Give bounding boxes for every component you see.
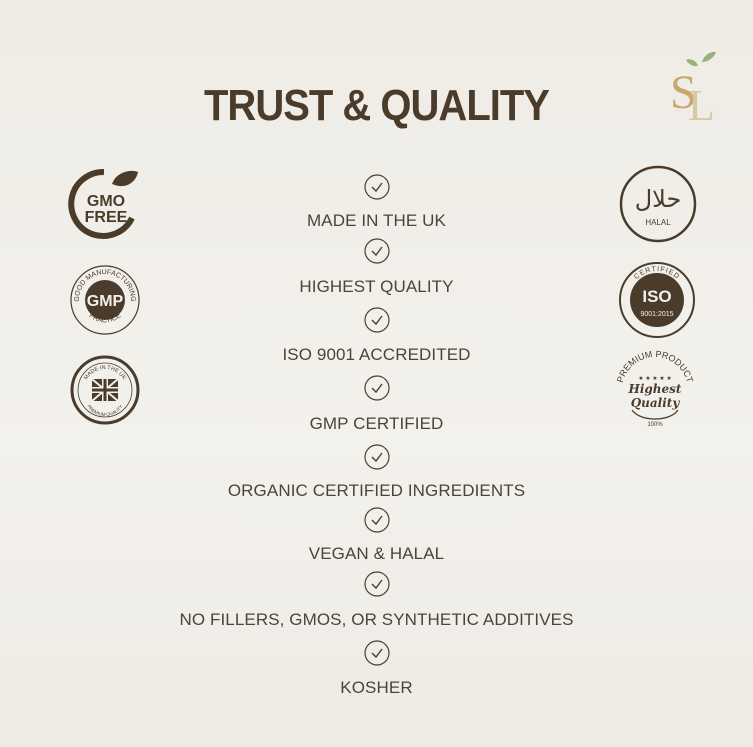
uk-bottom-text: PREMIUM QUALITY bbox=[86, 403, 124, 418]
check-icon bbox=[364, 307, 390, 333]
premium-quality-badge bbox=[614, 350, 696, 432]
check-icon bbox=[364, 444, 390, 470]
iso-top-text: CERTIFIED bbox=[633, 265, 681, 282]
uk-top-text: MADE IN THE UK bbox=[83, 364, 127, 382]
list-item: ORGANIC CERTIFIED INGREDIENTS bbox=[227, 481, 526, 500]
list-item: NO FILLERS, GMOS, OR SYNTHETIC ADDITIVES bbox=[179, 610, 574, 629]
list-item: VEGAN & HALAL bbox=[308, 544, 445, 563]
halal-latin-text: HALAL bbox=[645, 218, 671, 227]
halal-badge bbox=[619, 165, 697, 243]
gmp-bottom-text: PRACTICE bbox=[87, 312, 123, 325]
page-title: TRUST & QUALITY bbox=[204, 82, 549, 130]
premium-line1-text: Highest bbox=[628, 382, 682, 396]
iso-number-text: 9001:2015 bbox=[640, 311, 674, 318]
iso-center-text: ISO bbox=[642, 287, 672, 306]
iso-badge bbox=[618, 261, 696, 339]
list-item: KOSHER bbox=[340, 678, 413, 697]
list-item: MADE IN THE UK bbox=[307, 211, 446, 230]
gmp-top-text: GOOD MANUFACTURING bbox=[73, 268, 137, 302]
premium-top-text: PREMIUM PRODUCT bbox=[614, 350, 696, 384]
svg-text:PREMIUM QUALITY bbox=[86, 404, 123, 417]
list-item: HIGHEST QUALITY bbox=[299, 277, 454, 296]
laurel-icon bbox=[632, 410, 678, 419]
check-icon bbox=[364, 507, 390, 533]
check-icon bbox=[364, 238, 390, 264]
gmo-text: GMO bbox=[86, 193, 126, 210]
check-icon bbox=[364, 571, 390, 597]
logo-letter-l: L bbox=[688, 81, 715, 126]
check-icon bbox=[364, 174, 390, 200]
premium-line2-text: Quality bbox=[630, 396, 680, 410]
stars-icon: ★ ★ ★ ★ ★ bbox=[638, 376, 672, 382]
gmp-badge bbox=[69, 264, 141, 336]
list-item: GMP CERTIFIED bbox=[309, 414, 444, 433]
made-in-uk-badge bbox=[70, 355, 140, 425]
union-jack-icon bbox=[92, 379, 118, 401]
gmp-center-text: GMP bbox=[86, 293, 124, 310]
premium-bottom-text: 100% bbox=[647, 422, 663, 428]
halal-arabic-text: حلال bbox=[634, 185, 682, 213]
gmo-free-badge bbox=[66, 166, 142, 242]
free-text: FREE bbox=[84, 209, 128, 226]
iso-bottom-text: COMPANY bbox=[636, 315, 678, 329]
list-item: ISO 9001 ACCREDITED bbox=[282, 345, 471, 364]
logo-letter-s: S bbox=[670, 66, 697, 119]
check-icon bbox=[364, 640, 390, 666]
check-icon bbox=[364, 375, 390, 401]
